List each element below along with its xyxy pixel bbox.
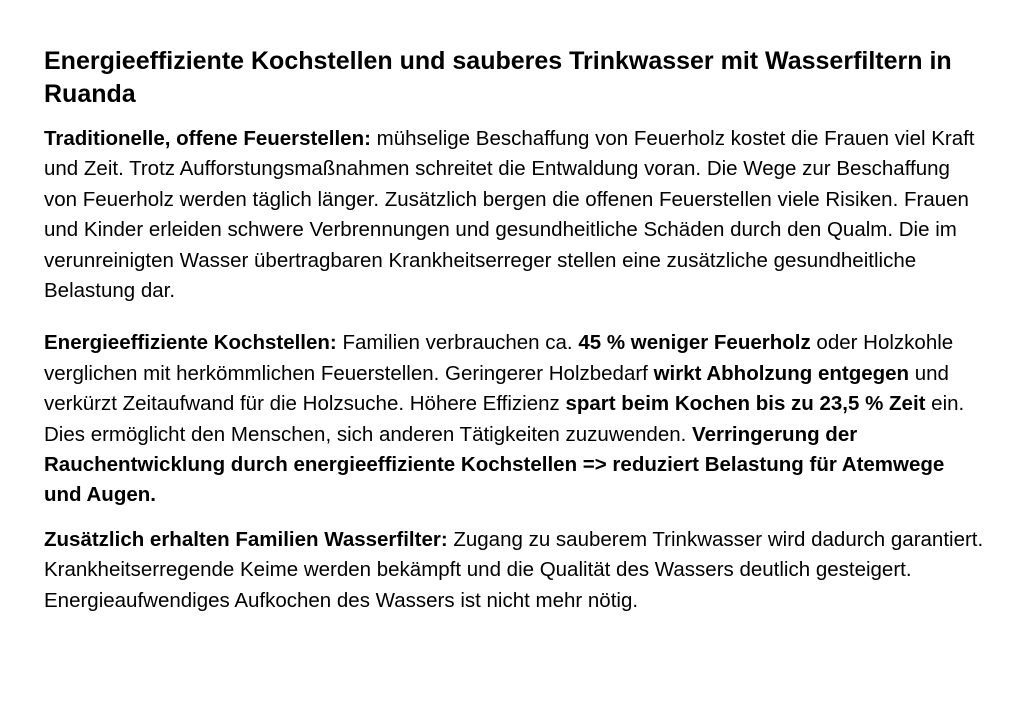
paragraph-lead: Zusätzlich erhalten Familien Wasserfilter: — [44, 527, 448, 551]
emphasis-text: 45 % weniger Feuerholz — [578, 331, 811, 355]
paragraph-text: und verkürzt Zeitaufwand für die Holzsuche. Höhere Effizienz — [44, 361, 949, 416]
emphasis-text: wirkt Abholzung entgegen — [653, 361, 910, 385]
paragraph-water-filters — [44, 525, 984, 616]
paragraph-traditional-fireplaces — [44, 124, 984, 306]
paragraph-text: mühselige Beschaffung von Feuerholz kostet die Frauen viel Kraft und Zeit. Trotz Aufforstungsmaßnahmen schreitet die Entwaldung voran. Die Wege zur Beschaffung von Feuerholz werden täglich länger. Zusätzlich bergen die offenen Feuerstellen viele Risiken. Frauen und Kinder erleiden schwere Verbrennungen und gesundheitliche Schäden durch den Qualm. Die im verunreinigten Wasser übertragbaren Krankheitserreger stellen eine zusätzliche gesundheitliche Belastung dar. — [44, 127, 975, 303]
emphasis-text: spart beim Kochen bis zu 23,5 % Zeit — [565, 392, 926, 416]
paragraph-efficient-stoves — [44, 328, 984, 510]
paragraph-text: Zugang zu sauberem Trinkwasser wird dadurch garantiert. Krankheitserregende Keime werden bekämpft und die Qualität des Wassers deutlich gesteigert. Energieaufwendiges Aufkochen des Wassers ist nicht mehr nötig. — [44, 527, 984, 612]
paragraph-text: ein. Dies ermöglicht den Menschen, sich anderen Tätigkeiten zuzuwenden. — [44, 392, 965, 446]
emphasis-text: Verringerung der Rauchentwicklung durch energieeffiziente Kochstellen => reduziert Belastung für Atemwege und Augen. — [44, 422, 945, 507]
paragraph-text: Familien verbrauchen ca. — [336, 331, 579, 355]
paragraph-text: oder Holzkohle verglichen mit herkömmlichen Feuerstellen. Geringerer Holzbedarf — [44, 331, 954, 385]
paragraph-lead: Energieeffiziente Kochstellen: — [44, 331, 337, 355]
paragraph-lead: Traditionelle, offene Feuerstellen: — [44, 127, 371, 150]
document-title: Energieeffiziente Kochstellen und sauberes Trinkwasser mit Wasserfiltern in Ruanda — [44, 47, 952, 108]
